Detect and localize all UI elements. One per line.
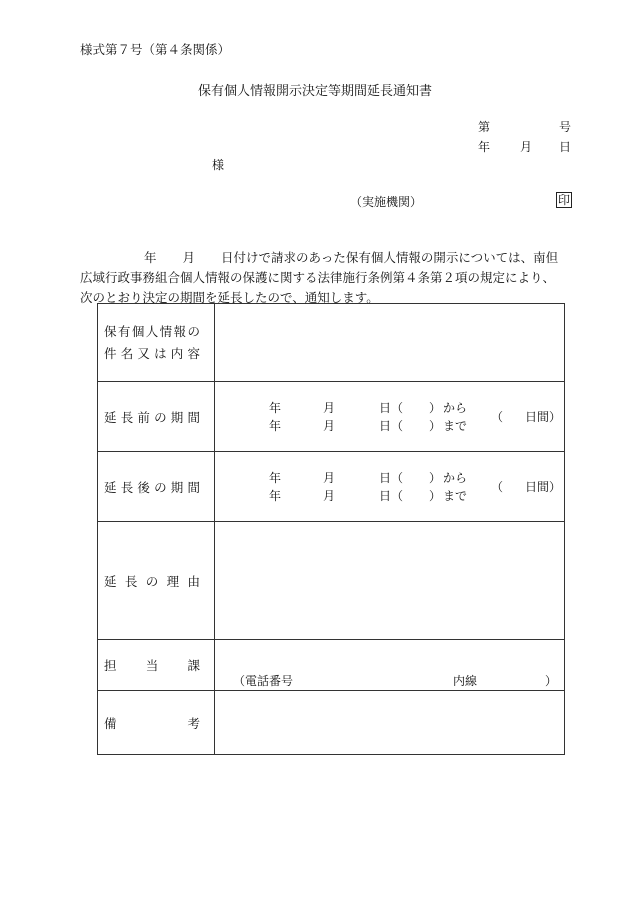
label-char: 名 bbox=[120, 345, 134, 361]
field-after-period[interactable]: 年 月 日（ ） から 年 月 日（ ） まで （ 日間） bbox=[215, 452, 565, 522]
date-day: 日 bbox=[559, 140, 572, 154]
label-char: の bbox=[187, 323, 200, 339]
label-char: 当 bbox=[145, 658, 159, 673]
body-line-2: 広域行政事務組合個人情報の保護に関する法律施行条例第４条第２項の規定により、 bbox=[80, 270, 556, 285]
label-remarks bbox=[98, 691, 215, 755]
label-department bbox=[98, 640, 215, 691]
label-char: 長 bbox=[120, 409, 134, 425]
seal-mark: 印 bbox=[558, 193, 571, 207]
field-department[interactable]: （電話番号 内線 ） bbox=[215, 640, 565, 691]
label-char: 期 bbox=[170, 409, 184, 425]
date-month: 月 bbox=[520, 140, 533, 154]
label-char: 延 bbox=[104, 479, 117, 495]
label-before-period bbox=[98, 382, 215, 452]
label-char: 課 bbox=[187, 658, 200, 673]
row-remarks bbox=[98, 691, 565, 755]
label-char: 又 bbox=[137, 345, 150, 361]
label-char: 個 bbox=[131, 323, 145, 339]
date-year: 年 bbox=[478, 140, 491, 154]
label-char: 容 bbox=[187, 345, 200, 361]
label-char: は bbox=[154, 345, 167, 361]
label-char: の bbox=[154, 409, 167, 425]
extension-form-table bbox=[97, 303, 565, 755]
row-reason bbox=[98, 522, 565, 640]
field-reason[interactable] bbox=[215, 522, 565, 640]
label-char: 前 bbox=[137, 409, 150, 425]
label-char: 内 bbox=[170, 345, 184, 361]
label-char: の bbox=[154, 479, 167, 495]
label-char: 期 bbox=[170, 479, 184, 495]
label-char: 後 bbox=[137, 479, 150, 495]
label-char: 件 bbox=[104, 345, 117, 361]
row-department bbox=[98, 640, 565, 691]
label-char: 人 bbox=[145, 323, 159, 339]
label-char: 情 bbox=[159, 323, 173, 339]
label-char: の bbox=[145, 573, 159, 589]
label-after-period bbox=[98, 452, 215, 522]
form-number: 様式第７号（第４条関係） bbox=[80, 42, 231, 57]
label-char: 理 bbox=[166, 573, 180, 589]
label-char: 担 bbox=[104, 658, 117, 673]
body-line-3: 次のとおり決定の期間を延長したので、通知します。 bbox=[80, 290, 379, 305]
label-char: 考 bbox=[187, 715, 200, 731]
label-char: 保 bbox=[104, 323, 117, 339]
body-paragraph bbox=[80, 248, 590, 308]
label-char: 備 bbox=[104, 715, 117, 731]
agency-label: （実施機関） bbox=[350, 195, 423, 209]
recipient-sama: 様 bbox=[212, 158, 225, 172]
label-char: 間 bbox=[187, 479, 200, 495]
label-char: 間 bbox=[187, 409, 200, 425]
label-char: 長 bbox=[120, 479, 134, 495]
row-before-period bbox=[98, 382, 565, 452]
row-after-period bbox=[98, 452, 565, 522]
document-title: 保有個人情報開示決定等期間延長通知書 bbox=[197, 84, 432, 99]
doc-number-dai: 第 bbox=[478, 120, 491, 134]
row-subject bbox=[98, 304, 565, 382]
doc-number-go: 号 bbox=[559, 120, 572, 134]
label-char: 報 bbox=[173, 323, 187, 339]
field-remarks[interactable] bbox=[215, 691, 565, 755]
field-subject[interactable] bbox=[215, 304, 565, 382]
field-before-period[interactable]: 年 月 日（ ） から 年 月 日（ ） まで （ 日間） bbox=[215, 382, 565, 452]
label-char: 延 bbox=[104, 409, 117, 425]
label-char: 長 bbox=[124, 573, 138, 589]
label-reason bbox=[98, 522, 215, 640]
label-subject bbox=[98, 304, 215, 382]
body-line-1: 年 月 日付けで請求のあった保有個人情報の開示については、南但 bbox=[144, 250, 559, 265]
label-char: 有 bbox=[117, 323, 131, 339]
label-char: 延 bbox=[104, 573, 117, 589]
label-char: 由 bbox=[187, 573, 200, 589]
